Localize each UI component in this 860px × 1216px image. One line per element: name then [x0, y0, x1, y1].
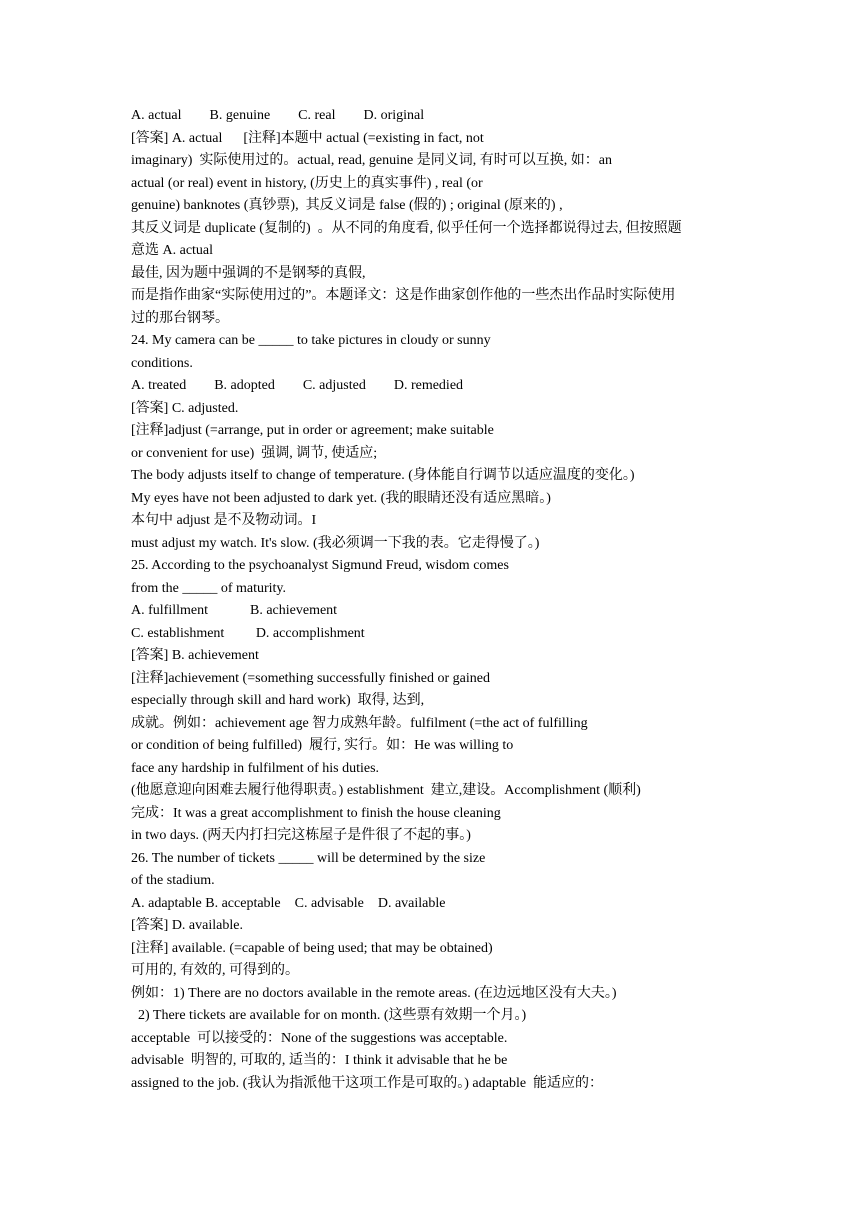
text-line: from the _____ of maturity. [131, 580, 287, 596]
text-line: or convenient for use) 强调, 调节, 使适应; [131, 445, 378, 461]
text-line: assigned to the job. (我认为指派他干这项工作是可取的。) adaptable 能适应的： [131, 1075, 604, 1091]
document-page [131, 105, 741, 1095]
text-line: A. actual B. genuine C. real D. original [131, 108, 425, 123]
answer-line: [答案] D. available. [131, 918, 243, 933]
question-25: 25. According to the psychoanalyst Sigmund Freud, wisdom comes [131, 558, 509, 573]
note-line: [注释]adjust (=arrange, put in order or agreement; make suitable [131, 423, 494, 438]
text-line: 而是指作曲家“实际使用过的”。本题译文：这是作曲家创作他的一些杰出作品时实际使用 [131, 288, 676, 303]
text-line: [答案] A. actual [注释]本题中 actual (=existing in fact, not [131, 130, 484, 146]
answer-line: [答案] B. achievement [131, 648, 259, 663]
text-line: genuine) banknotes (真钞票), 其反义词是 false (假的) ; original (原来的) , [131, 198, 563, 213]
text-line: 意选 A. actual [131, 243, 214, 258]
text-line: face any hardship in fulfilment of his duties. [131, 760, 380, 776]
question-24: 24. My camera can be _____ to take pictures in cloudy or sunny [131, 333, 491, 348]
text-line: My eyes have not been adjusted to dark yet. (我的眼睛还没有适应黑暗。) [131, 490, 551, 506]
text-line: 2) There tickets are available for on month. (这些票有效期一个月。) [131, 1008, 527, 1023]
text-line: actual (or real) event in history, (历史上的真实事件) , real (or [131, 175, 483, 191]
answer-options: A. fulfillment B. achievement [131, 603, 338, 618]
note-line: [注释]achievement (=something successfully finished or gained [131, 670, 490, 686]
text-line: advisable 明智的, 可取的, 适当的：I think it advisable that he be [131, 1053, 508, 1068]
text-line: 最佳, 因为题中强调的不是钢琴的真假, [131, 265, 366, 281]
text-line: 例如：1) There are no doctors available in the remote areas. (在边远地区没有大夫。) [131, 985, 617, 1001]
text-line: 可用的, 有效的, 可得到的。 [131, 963, 299, 978]
text-line: 成就。例如：achievement age 智力成熟年龄。fulfilment (=the act of fulfilling [131, 715, 588, 731]
text-line: The body adjusts itself to change of temperature. (身体能自行调节以适应温度的变化。) [131, 468, 635, 483]
text-line: (他愿意迎向困难去履行他得职责。) establishment 建立,建设。Accomplishment (顺利) [131, 783, 641, 798]
text-line: 完成：It was a great accomplishment to finish the house cleaning [131, 805, 501, 821]
text-line: acceptable 可以接受的：None of the suggestions was acceptable. [131, 1030, 508, 1046]
text-line: imaginary) 实际使用过的。actual, read, genuine 是同义词, 有时可以互换, 如：an [131, 153, 612, 168]
text-line: in two days. (两天内打扫完这栋屋子是件很了不起的事。) [131, 828, 471, 843]
answer-options: C. establishment D. accomplishment [131, 625, 365, 641]
text-line: of the stadium. [131, 873, 215, 888]
text-line: conditions. [131, 355, 193, 371]
question-26: 26. The number of tickets _____ will be determined by the size [131, 850, 486, 866]
text-line: 本句中 adjust 是不及物动词。I [131, 513, 317, 528]
note-line: [注释] available. (=capable of being used; that may be obtained) [131, 940, 493, 956]
answer-line: [答案] C. adjusted. [131, 400, 239, 416]
text-line: especially through skill and hard work) 取得, 达到, [131, 693, 425, 708]
text-line: 其反义词是 duplicate (复制的) 。从不同的角度看, 似乎任何一个选择都说得过去, 但按照题 [131, 220, 682, 236]
text-line: 过的那台钢琴。 [131, 310, 229, 326]
answer-options: A. adaptable B. acceptable C. advisable D. available [131, 895, 446, 911]
text-line: must adjust my watch. It's slow. (我必须调一下我的表。它走得慢了。) [131, 535, 540, 551]
answer-options: A. treated B. adopted C. adjusted D. remedied [131, 378, 464, 393]
text-line: or condition of being fulfilled) 履行, 实行。如：He was willing to [131, 738, 514, 753]
